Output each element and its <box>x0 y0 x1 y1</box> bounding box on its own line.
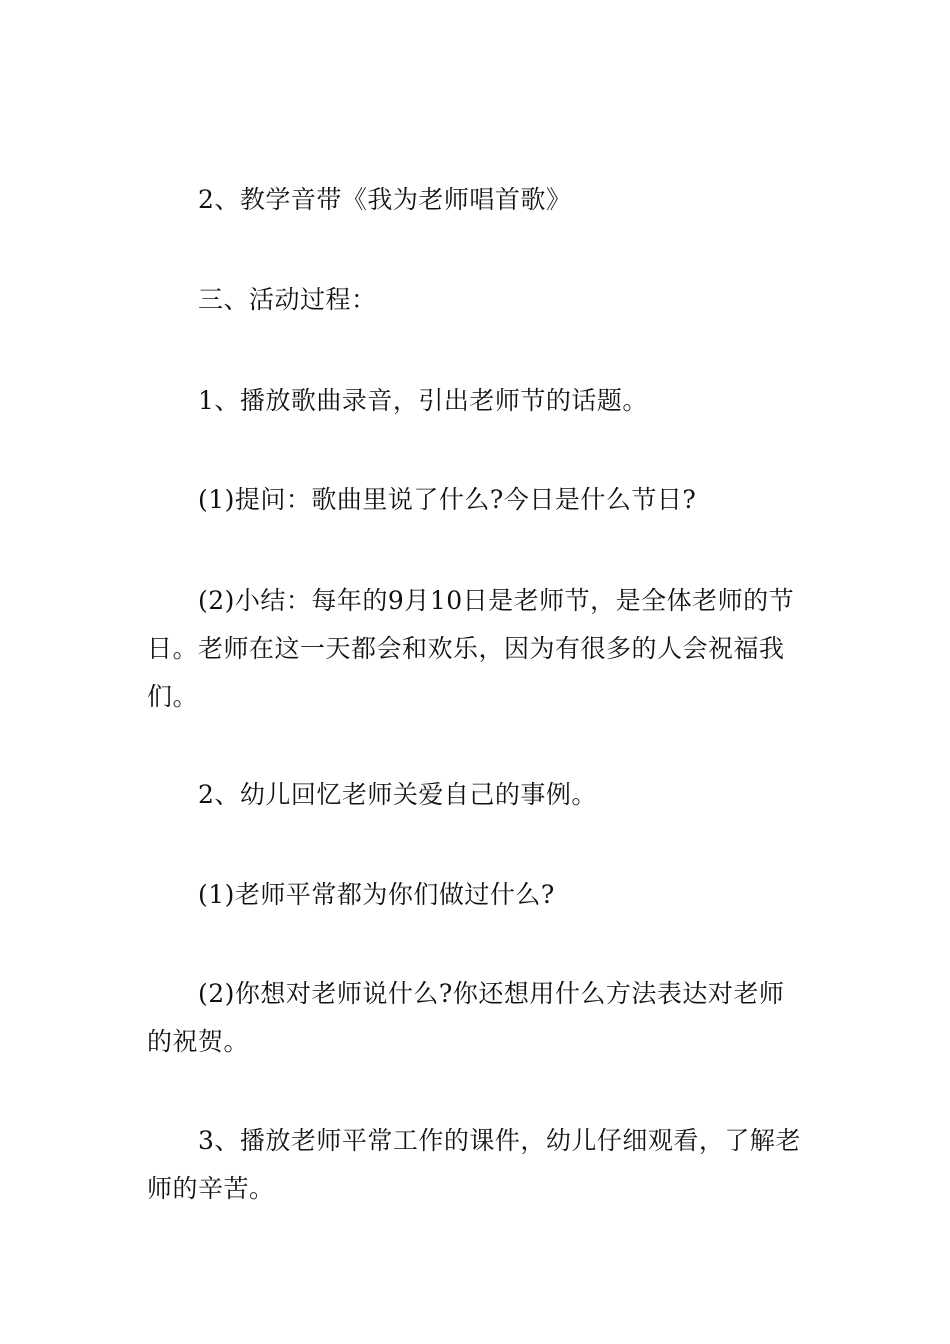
paragraph-step-2-question-1: (1)老师平常都为你们做过什么? <box>198 880 555 909</box>
paragraph-step-3: 3、播放老师平常工作的课件，幼儿仔细观看，了解老师的辛苦。 <box>147 1126 801 1203</box>
paragraph-materials-2: 2、教学音带《我为老师唱首歌》 <box>198 185 572 214</box>
paragraph-step-1: 1、播放歌曲录音，引出老师节的话题。 <box>198 386 648 415</box>
paragraph-step-2-question-2: (2)你想对老师说什么?你还想用什么方法表达对老师的祝贺。 <box>147 979 785 1056</box>
paragraph-section-3-heading: 三、活动过程： <box>198 285 377 314</box>
paragraph-step-1-summary: (2)小结：每年的9月10日是老师节，是全体老师的节日。老师在这一天都会和欢乐，因为有很多的人会祝福我们。 <box>147 586 795 711</box>
paragraph-step-1-question: (1)提问：歌曲里说了什么?今日是什么节日? <box>198 485 697 514</box>
paragraph-step-2: 2、幼儿回忆老师关爱自己的事例。 <box>198 780 597 809</box>
